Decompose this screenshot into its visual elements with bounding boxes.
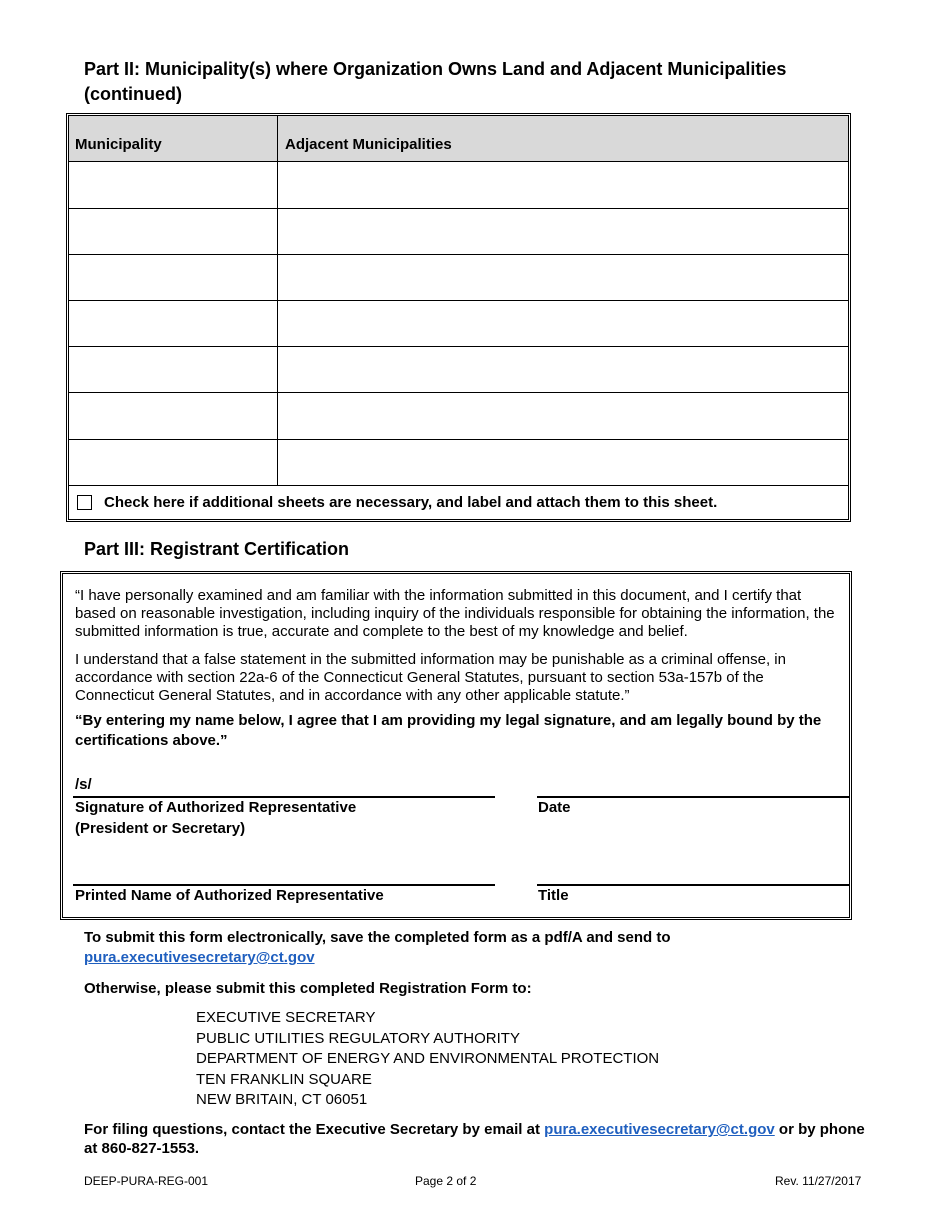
adjacent-cell-3[interactable]: [278, 255, 848, 300]
municipality-cell-1[interactable]: [69, 162, 277, 208]
municipality-cell-5[interactable]: [69, 347, 277, 392]
mail-submission-text: Otherwise, please submit this completed Registration Form to:: [84, 980, 532, 997]
signature-label: Signature of Authorized Representative: [75, 799, 357, 816]
row-divider: [69, 485, 848, 486]
date-label: Date: [538, 799, 571, 816]
date-line: [537, 796, 849, 798]
additional-sheets-checkbox[interactable]: [77, 495, 92, 510]
municipality-cell-7[interactable]: [69, 440, 277, 485]
municipality-table: [66, 113, 851, 522]
filing-questions-email-link[interactable]: pura.executivesecretary@ct.gov: [544, 1121, 775, 1138]
signature-prefix: /s/: [75, 776, 92, 793]
filing-questions: [84, 1120, 874, 1158]
mailing-address: [196, 1008, 659, 1111]
additional-sheets-row: [77, 494, 717, 511]
date-input[interactable]: [537, 772, 847, 794]
additional-sheets-label: Check here if additional sheets are necessary, and label and attach them to this sheet.: [104, 494, 718, 511]
address-line-5: NEW BRITAIN, CT 06051: [196, 1091, 368, 1108]
title-line: [537, 884, 849, 886]
address-line-2: PUBLIC UTILITIES REGULATORY AUTHORITY: [196, 1029, 520, 1047]
adjacent-cell-1[interactable]: [278, 162, 848, 208]
filing-questions-prefix: For filing questions, contact the Executive Secretary by email at: [84, 1121, 540, 1138]
signature-sublabel: (President or Secretary): [75, 820, 246, 837]
column-header-adjacent: Adjacent Municipalities: [285, 136, 452, 153]
filing-questions-suffix: or by phone at 860-827-1553.: [84, 1121, 865, 1157]
certification-paragraph-1: “I have personally examined and am familiar with the information submitted in this document, and I certify that based on reasonable investigation, including inquiry of the individuals responsible for obtaining the information, the submitted information is true, accurate and complete to the best of my knowledge and belief.: [75, 587, 835, 640]
adjacent-cell-7[interactable]: [278, 440, 848, 485]
electronic-submission-text: To submit this form electronically, save the completed form as a pdf/A and send to: [84, 929, 671, 946]
part3-title: Part III: Registrant Certification: [84, 539, 350, 559]
part2-title: Part II: Municipality(s) where Organization Owns Land and Adjacent Municipalities (continued): [84, 59, 787, 104]
municipality-cell-6[interactable]: [69, 393, 277, 439]
address-line-4: TEN FRANKLIN SQUARE: [196, 1070, 372, 1088]
adjacent-cell-4[interactable]: [278, 301, 848, 346]
printed-name-label: Printed Name of Authorized Representative: [75, 887, 384, 904]
certification-box: [60, 571, 852, 920]
adjacent-cell-5[interactable]: [278, 347, 848, 392]
adjacent-cell-6[interactable]: [278, 393, 848, 439]
printed-name-input[interactable]: [75, 860, 495, 882]
municipality-cell-2[interactable]: [69, 209, 277, 254]
footer-revision: Rev. 11/27/2017: [775, 1174, 862, 1188]
certification-agreement: “By entering my name below, I agree that I am providing my legal signature, and am legally bound by the certifications above.”: [75, 712, 822, 749]
table-header: [69, 116, 848, 162]
municipality-cell-3[interactable]: [69, 255, 277, 300]
column-header-municipality: Municipality: [75, 136, 162, 153]
municipality-cell-4[interactable]: [69, 301, 277, 346]
adjacent-cell-2[interactable]: [278, 209, 848, 254]
certification-paragraph-2: I understand that a false statement in the submitted information may be punishable as a criminal offense, in accordance with section 22a-6 of the Connecticut General Statutes, pursuant to section 53a-157b of the Connecticut General Statutes, and in accordance with any other applicable statute.”: [75, 651, 786, 704]
address-line-1: EXECUTIVE SECRETARY: [196, 1009, 376, 1026]
address-line-3: DEPARTMENT OF ENERGY AND ENVIRONMENTAL PROTECTION: [196, 1050, 660, 1067]
footer-page-number: Page 2 of 2: [415, 1174, 477, 1188]
title-label: Title: [538, 887, 569, 904]
title-input[interactable]: [537, 860, 847, 882]
submission-email-link[interactable]: pura.executivesecretary@ct.gov: [84, 949, 315, 966]
footer-form-id: DEEP-PURA-REG-001: [84, 1174, 209, 1188]
signature-input[interactable]: [103, 772, 493, 794]
